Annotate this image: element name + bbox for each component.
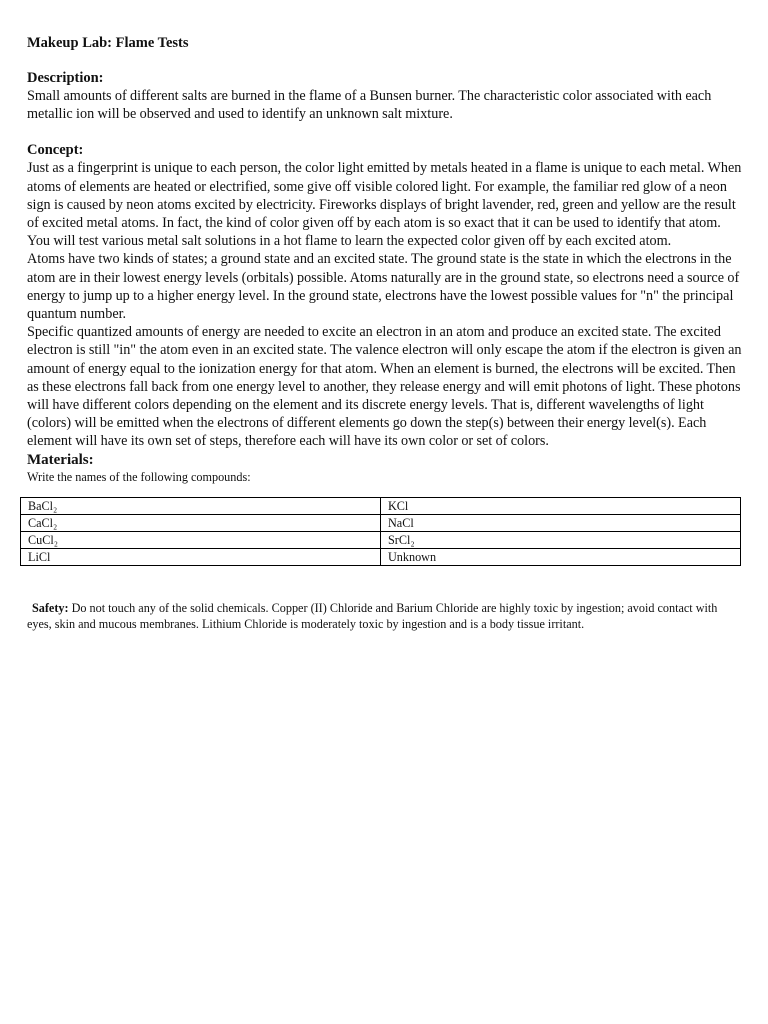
- concept-paragraph-3: Specific quantized amounts of energy are needed to excite an electron in an atom and produce an excited state. The excited electron is still "in" the atom even in an excited state. The valence electron will only escape the atom if the electron is given an amount of energy equal to the ionization energy for that atom. When an element is burned, the electrons will be excited. Then as these electrons fall back from one energy level to another, they release energy and will emit photons of light. These photons will have different colors depending on the element and its discrete energy levels. That is, different wavelengths of light (colors) will be emitted when the electrons of different elements go down the step(s) between their energy level(s). Each element will have its own set of steps, therefore each will have its own color or set of colors.: [27, 324, 742, 450]
- document-title: Makeup Lab: Flame Tests: [27, 35, 189, 51]
- safety-note: [27, 600, 743, 633]
- description-heading: Description:: [27, 70, 104, 86]
- compound-cell: Unknown: [381, 548, 741, 565]
- table-row: [21, 531, 741, 548]
- description-text: Small amounts of different salts are burned in the flame of a Bunsen burner. The characteristic color associated with each metallic ion will be observed and used to identify an unknown salt mixture.: [27, 88, 712, 123]
- table-row: [21, 548, 741, 565]
- compound-cell: CuCl₂: [21, 531, 381, 548]
- compound-cell: CaCl₂: [21, 514, 381, 531]
- concept-paragraph-1: Just as a fingerprint is unique to each person, the color light emitted by metals heated in a flame is unique to each metal. When atoms of elements are heated or electrified, some give off visible colored light. For example, the familiar red glow of a neon sign is caused by neon atoms excited by electricity. Fireworks displays of bright lavender, red, green and yellow are the result of excited metal atoms. In fact, the kind of color given off by each atom is so exact that it can be used to identify that atom. You will test various metal salt solutions in a hot flame to learn the expected color given off by each excited atom.: [27, 160, 742, 250]
- compounds-table: [20, 497, 741, 566]
- compound-cell: LiCl: [21, 548, 381, 565]
- table-row: [21, 514, 741, 531]
- table-row: [21, 497, 741, 514]
- materials-heading: Materials:: [27, 451, 94, 468]
- safety-label: Safety:: [32, 600, 69, 615]
- compound-cell: BaCl₂: [21, 497, 381, 514]
- concept-paragraph-2: Atoms have two kinds of states; a ground state and an excited state. The ground state is the state in which the electrons in the atom are in their lowest energy levels (orbitals) possible. Atoms naturally are in the ground state, so electrons need a source of energy to jump up to a higher energy level. In the ground state, electrons have the lowest possible values for "n" the principal quantum number.: [27, 251, 740, 323]
- compound-cell: NaCl: [381, 514, 741, 531]
- compound-cell: KCl: [381, 497, 741, 514]
- concept-heading: Concept:: [27, 142, 84, 159]
- safety-text: Do not touch any of the solid chemicals. Copper (II) Chloride and Barium Chloride are highly toxic by ingestion; avoid contact with eyes, skin and mucous membranes. Lithium Chloride is moderately toxic by ingestion and is a body tissue irritant.: [27, 600, 718, 632]
- document-page: [27, 34, 743, 645]
- materials-instruction: Write the names of the following compounds:: [27, 469, 251, 484]
- compound-cell: SrCl₂: [381, 531, 741, 548]
